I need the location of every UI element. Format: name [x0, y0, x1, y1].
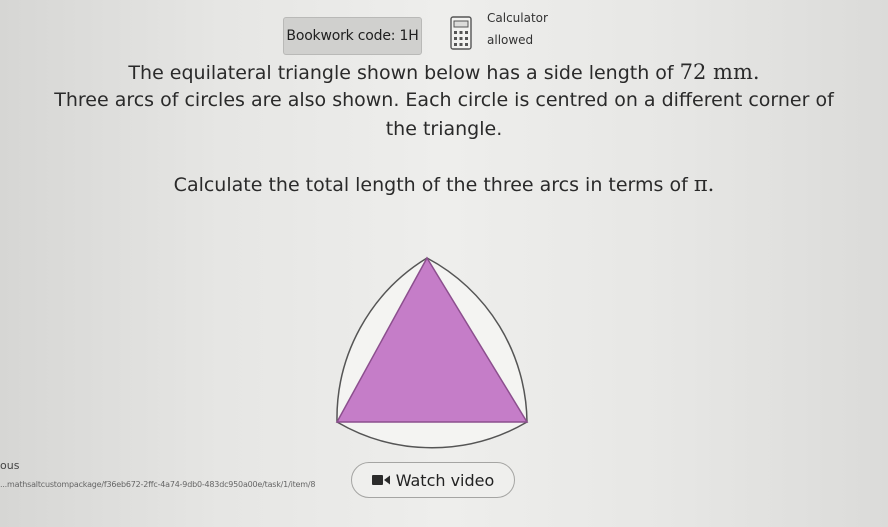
- watch-video-button[interactable]: [351, 462, 515, 498]
- calculator-allowed-line2: allowed: [487, 33, 534, 47]
- status-url: ...mathsaltcustompackage/f36eb672-2ffc-4a74-9db0-483dc950a00e/task/1/item/8: [0, 480, 316, 489]
- question-line-4-text: Calculate the total length of the three arcs in terms of: [173, 174, 688, 196]
- watch-video-label: Watch video: [395, 470, 495, 490]
- question-line-1-text: The equilateral triangle shown below has a side length of: [128, 62, 674, 84]
- question-line-4: [0, 172, 888, 196]
- question-line-1: [0, 60, 888, 84]
- bookwork-code-label: Bookwork code: 1H: [286, 28, 419, 44]
- bookwork-code-badge: [283, 17, 422, 55]
- video-camera-icon: [372, 474, 390, 486]
- calculator-allowed-line1: Calculator: [487, 11, 548, 25]
- question-line-2: Three arcs of circles are also shown. Each circle is centred on a different corner of: [54, 89, 834, 111]
- question-line-3: the triangle.: [385, 118, 503, 140]
- previous-nav-link[interactable]: ous: [0, 459, 20, 472]
- calculator-icon: [449, 15, 473, 51]
- side-length-value: 72 mm.: [679, 60, 760, 84]
- reuleaux-triangle-diagram: [325, 250, 545, 465]
- pi-symbol: π.: [693, 172, 715, 196]
